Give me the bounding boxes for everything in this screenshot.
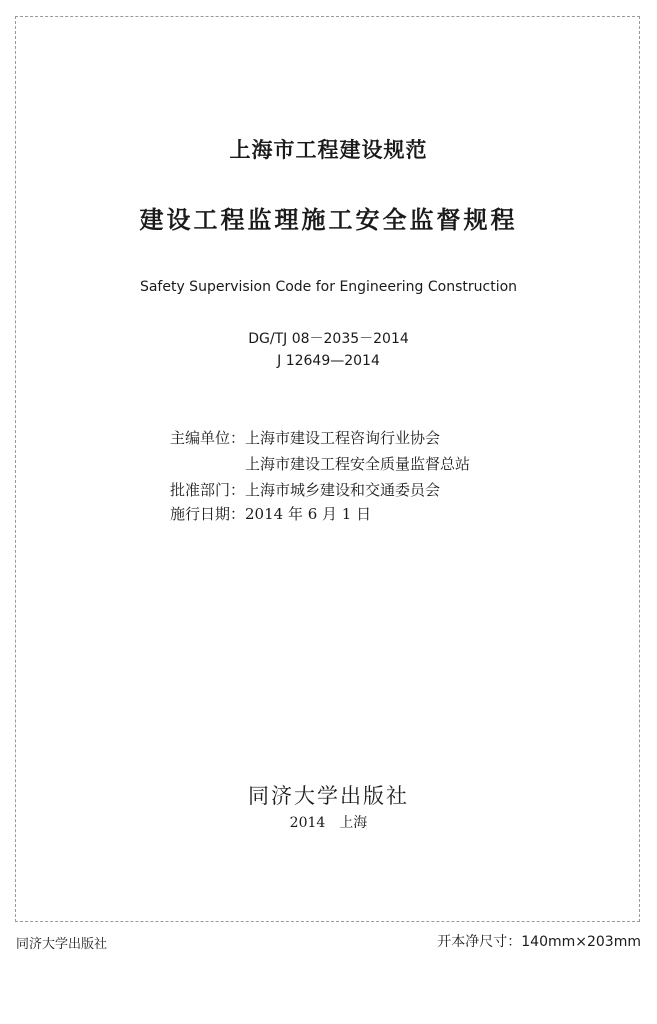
series-title: 上海市工程建设规范 (229, 138, 428, 162)
editor-row-2 (245, 453, 470, 474)
standard-code: DG/TJ 08－2035－2014 (248, 331, 409, 347)
effective-date-row (170, 503, 371, 524)
effective-date-label: 施行日期： (170, 505, 246, 523)
record-code: J 12649—2014 (277, 353, 380, 369)
document-title: 建设工程监理施工安全监督规程 (139, 206, 518, 234)
approver-value: 上海市城乡建设和交通委员会 (245, 481, 441, 499)
editor-unit-2: 上海市建设工程安全质量监督总站 (245, 455, 471, 473)
approver-label: 批准部门： (170, 481, 246, 499)
approver-row (170, 479, 440, 500)
english-title: Safety Supervision Code for Engineering Construction (139, 279, 518, 295)
effective-date-value: 2014 年 6 月 1 日 (245, 505, 372, 523)
editor-unit-1: 上海市建设工程咨询行业协会 (245, 429, 441, 447)
editor-label: 主编单位： (170, 429, 246, 447)
footer-trim-size: 开本净尺寸：140mm×203mm (437, 934, 641, 950)
publish-year-place: 2014 上海 (289, 815, 368, 831)
editor-row (170, 427, 440, 448)
publisher-name: 同济大学出版社 (248, 784, 409, 808)
footer-publisher: 同济大学出版社 (16, 937, 108, 952)
